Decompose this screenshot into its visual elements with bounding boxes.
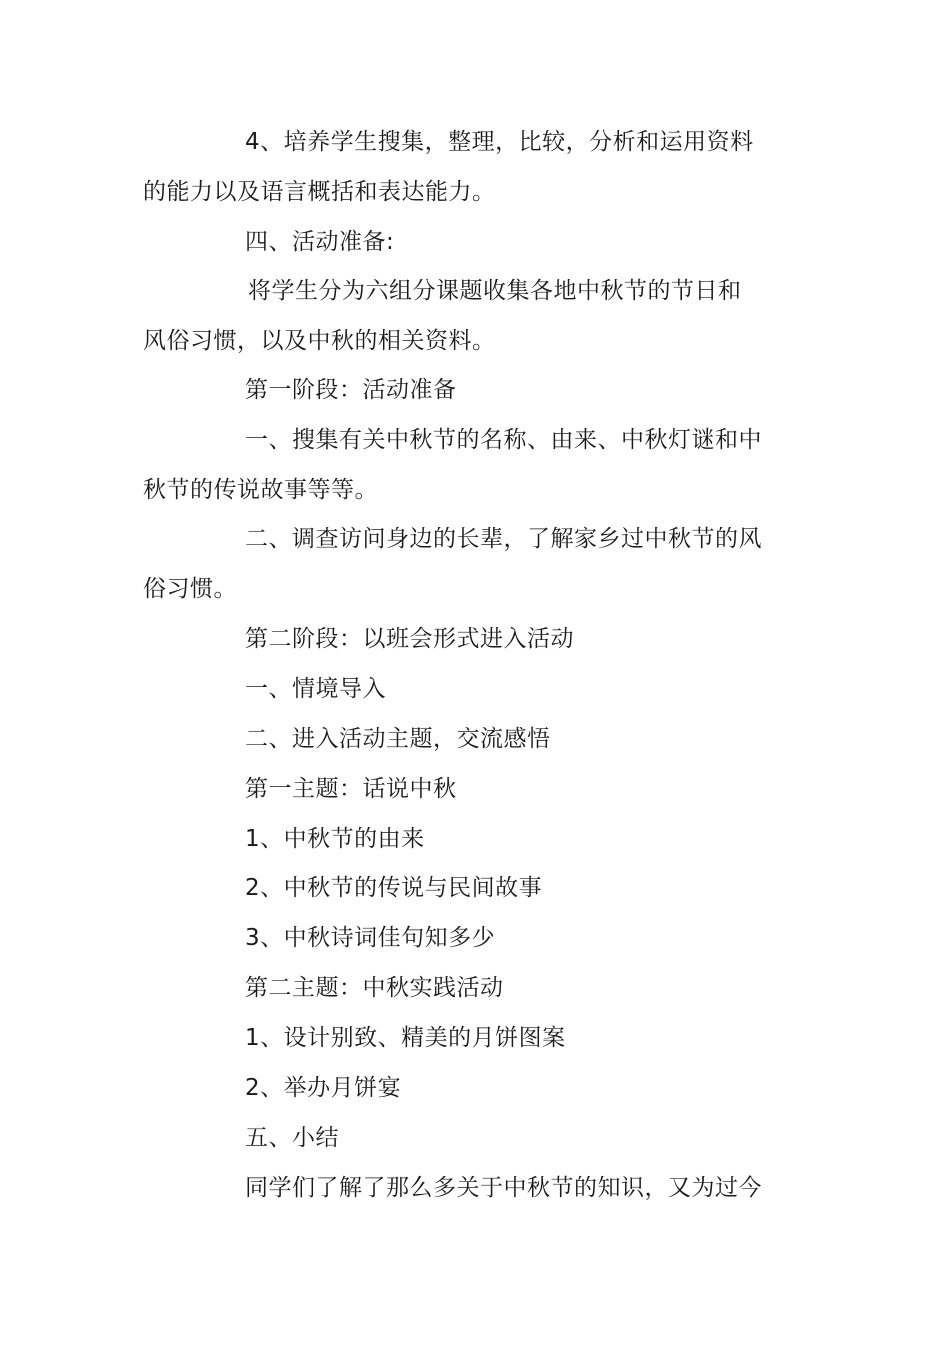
text-line: 风俗习惯，以及中秋的相关资料。 [143,328,496,354]
text-line: 二、进入活动主题，交流感悟 [245,726,551,752]
text-line: 第一阶段：活动准备 [245,377,457,403]
text-line: 同学们了解了那么多关于中秋节的知识，又为过今 [245,1175,762,1201]
text-line: 2、中秋节的传说与民间故事 [245,875,543,901]
text-line: 二、调查访问身边的长辈，了解家乡过中秋节的风 [245,526,762,552]
text-line: 五、小结 [245,1125,339,1151]
text-line: 第二阶段：以班会形式进入活动 [245,626,574,652]
text-line: 秋节的传说故事等等。 [143,477,378,503]
text-line: 1、中秋节的由来 [245,826,425,852]
text-line: 第二主题：中秋实践活动 [245,975,504,1001]
text-line: 将学生分为六组分课题收集各地中秋节的节日和 [248,278,742,304]
text-line: 3、中秋诗词佳句知多少 [245,925,496,951]
text-line: 4、培养学生搜集，整理，比较，分析和运用资料 [245,129,754,155]
text-line: 俗习惯。 [143,576,237,602]
text-line: 一、情境导入 [245,676,386,702]
text-line: 第一主题：话说中秋 [245,776,457,802]
text-line: 2、举办月饼宴 [245,1075,402,1101]
text-line: 1、设计别致、精美的月饼图案 [245,1025,566,1051]
text-line: 四、活动准备: [245,229,395,255]
text-line: 的能力以及语言概括和表达能力。 [143,179,496,205]
text-line: 一、搜集有关中秋节的名称、由来、中秋灯谜和中 [245,427,762,453]
